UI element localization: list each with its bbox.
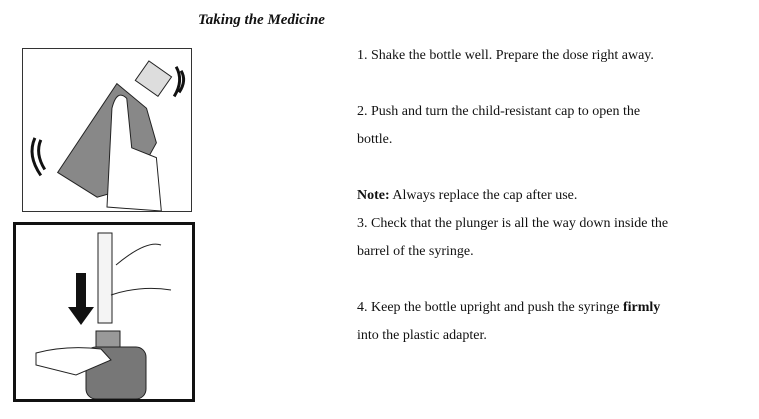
note-body: Always replace the cap after use.	[389, 188, 578, 203]
step-4-text-line2: into the plastic adapter.	[357, 328, 487, 343]
note-text	[357, 188, 577, 204]
step-1-text: 1. Shake the bottle well. Prepare the dose right away.	[357, 48, 654, 63]
shake-bottle-illustration	[22, 48, 192, 212]
step-4-text: 4. Keep the bottle upright and push the syringe	[357, 300, 623, 315]
step-4-emphasis: firmly	[622, 300, 661, 315]
step-2-text-line1: 2. Push and turn the child-resistant cap to open the	[357, 104, 641, 119]
section-title: Taking the Medicine	[198, 12, 325, 28]
step-4-text-line1	[357, 300, 660, 316]
note-label: Note:	[357, 188, 390, 203]
step-2-text-line2: bottle.	[357, 132, 393, 147]
step-3-text-line1: 3. Check that the plunger is all the way down inside the	[357, 216, 669, 231]
syringe-insert-illustration	[13, 222, 195, 402]
step-3-text-line2: barrel of the syringe.	[357, 244, 474, 259]
